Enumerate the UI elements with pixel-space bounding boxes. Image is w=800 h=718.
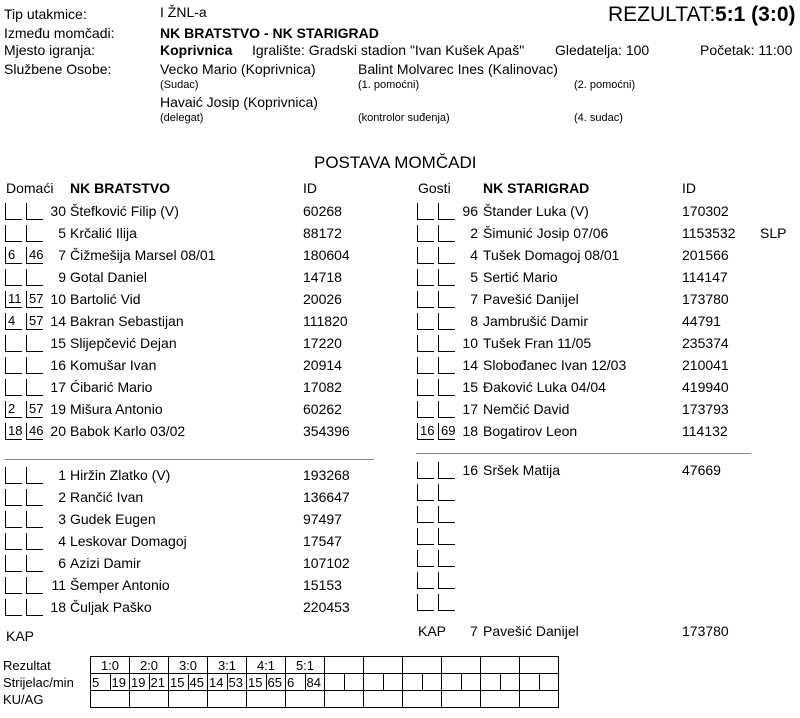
away-sub-box-out xyxy=(417,484,434,501)
away-shirt-number: 18 xyxy=(462,423,478,439)
home-player-name: Gudek Eugen xyxy=(70,511,156,527)
home-player-id: 111820 xyxy=(303,313,348,329)
away-player-name: Jambrušić Damir xyxy=(483,313,589,329)
away-player-name: Tušek Fran 11/05 xyxy=(483,335,592,351)
home-player-id: 220453 xyxy=(303,599,350,615)
scorer-minute-cell: 84 xyxy=(305,674,325,691)
home-shirt-number: 1 xyxy=(58,467,66,483)
home-shirt-number: 10 xyxy=(50,291,66,307)
referee-name: Vecko Mario (Koprivnica) xyxy=(160,61,316,77)
result-cell xyxy=(364,657,403,674)
kuag-cell xyxy=(247,691,286,708)
home-player-name: Leskovar Domagoj xyxy=(70,533,187,549)
away-player-id: 235374 xyxy=(682,335,729,351)
scorer-minute-cell: 19 xyxy=(110,674,130,691)
home-player-id: 17220 xyxy=(303,335,342,351)
scorer-minute-cell: 53 xyxy=(227,674,247,691)
kuag-cell xyxy=(208,691,247,708)
home-player-name: Hiržin Zlatko (V) xyxy=(70,467,171,483)
away-player-name: Đaković Luka 04/04 xyxy=(483,379,606,395)
home-player-id: 193268 xyxy=(303,467,350,483)
away-sub-box-min xyxy=(438,528,455,545)
home-player-name: Rančić Ivan xyxy=(70,489,144,505)
home-sub-box-out xyxy=(5,269,22,286)
away-sub-box-out xyxy=(417,401,434,418)
home-shirt-number: 11 xyxy=(51,577,66,593)
home-sub-box-out: 18 xyxy=(5,423,22,440)
home-sub-box-out: 2 xyxy=(5,401,22,418)
home-player-name: Čižmešija Marsel 08/01 xyxy=(70,247,216,263)
home-player-id: 180604 xyxy=(303,247,350,263)
home-sub-box-out: 11 xyxy=(5,291,22,308)
away-sub-box-out xyxy=(417,528,434,545)
home-shirt-number: 4 xyxy=(58,533,66,549)
scorer-minute-cell xyxy=(461,674,481,691)
scorer-number-cell xyxy=(325,674,345,691)
assistant1-name: Balint Molvarec Ines (Kalinovac) xyxy=(358,61,558,77)
home-shirt-number: 7 xyxy=(58,247,66,263)
away-player-id: 173793 xyxy=(682,401,729,417)
home-player-name: Azizi Damir xyxy=(70,555,141,571)
home-side-label: Domaći xyxy=(6,180,54,196)
home-sub-box-min: 57 xyxy=(26,291,43,308)
away-player-name: Šimunić Josip 07/06 xyxy=(483,225,609,241)
away-sub-box-out xyxy=(417,203,434,220)
away-player-name: Pavešić Danijel xyxy=(483,291,579,307)
away-player-name: Sršek Matija xyxy=(483,462,561,478)
away-sub-box-out xyxy=(417,462,434,479)
away-shirt-number: 10 xyxy=(462,335,478,351)
result-label: REZULTAT: xyxy=(608,3,716,26)
away-player-name: Tušek Domagoj 08/01 xyxy=(483,247,620,263)
kuag-cell xyxy=(442,691,481,708)
home-player-id: 60268 xyxy=(303,203,342,219)
away-divider xyxy=(416,453,751,454)
home-sub-box-min: 57 xyxy=(26,313,43,330)
away-shirt-number: 5 xyxy=(470,269,478,285)
away-captain-name: Pavešić Danijel xyxy=(483,623,579,639)
away-id-header: ID xyxy=(682,180,696,196)
away-player-id: 1153532 xyxy=(682,225,736,241)
result-cell: 2:0 xyxy=(130,657,169,674)
away-team-name: NK STARIGRAD xyxy=(483,180,590,196)
home-sub-box-min: 46 xyxy=(26,247,43,264)
kuag-cell xyxy=(286,691,325,708)
home-player-id: 14718 xyxy=(303,269,342,285)
scorer-minute-cell xyxy=(422,674,442,691)
away-captain-label: KAP xyxy=(418,623,447,639)
home-player-name: Ćibarić Mario xyxy=(70,379,153,395)
kuag-cell xyxy=(520,691,559,708)
home-shirt-number: 20 xyxy=(50,423,66,439)
officials-label: Službene Osobe: xyxy=(4,61,112,77)
assistant1-role: (1. pomoćni) xyxy=(358,79,420,91)
results-label: Rezultat xyxy=(0,657,91,674)
result-cell xyxy=(403,657,442,674)
away-shirt-number: 17 xyxy=(462,401,478,417)
away-sub-box-out: 16 xyxy=(417,423,434,440)
scorer-number-cell xyxy=(403,674,423,691)
away-player-id: 114147 xyxy=(682,269,728,285)
fourth-official-role: (4. sudac) xyxy=(574,112,623,124)
home-shirt-number: 3 xyxy=(58,511,66,527)
home-player-id: 107102 xyxy=(303,555,350,571)
kuag-cell xyxy=(91,691,130,708)
away-shirt-number: 96 xyxy=(462,203,478,219)
home-sub-box-min: 57 xyxy=(26,401,43,418)
scorer-minute-cell xyxy=(383,674,403,691)
home-player-id: 15153 xyxy=(303,577,342,593)
kickoff-time: Početak: 11:00 xyxy=(700,42,793,58)
home-player-name: Gotal Daniel xyxy=(70,269,148,285)
kuag-cell xyxy=(481,691,520,708)
scorer-number-cell: 6 xyxy=(286,674,306,691)
home-player-id: 60262 xyxy=(303,401,342,417)
scorers-label: Strijelac/min xyxy=(0,674,91,691)
controller-role: (kontrolor suđenja) xyxy=(358,112,450,124)
home-sub-box-out xyxy=(5,599,22,616)
home-player-id: 97497 xyxy=(303,511,342,527)
result-cell xyxy=(442,657,481,674)
away-player-id: 170302 xyxy=(682,203,729,219)
home-shirt-number: 18 xyxy=(50,599,66,615)
home-sub-box-out xyxy=(5,225,22,242)
attendance: Gledatelja: 100 xyxy=(555,42,650,58)
away-sub-box-min xyxy=(438,572,455,589)
scorer-number-cell: 19 xyxy=(130,674,150,691)
home-shirt-number: 16 xyxy=(50,357,66,373)
home-player-name: Krčalić Ilija xyxy=(70,225,137,241)
away-shirt-number: 16 xyxy=(462,462,478,478)
home-player-name: Bakran Sebastijan xyxy=(70,313,184,329)
away-sub-box-out xyxy=(417,594,434,611)
home-shirt-number: 14 xyxy=(50,313,66,329)
home-player-id: 88172 xyxy=(303,225,342,241)
home-player-name: Slijepčević Dejan xyxy=(70,335,177,351)
match-type-label: Tip utakmice: xyxy=(4,6,87,22)
home-shirt-number: 15 xyxy=(50,335,66,351)
away-sub-box-out xyxy=(417,335,434,352)
home-sub-box-min: 46 xyxy=(26,423,43,440)
away-shirt-number: 4 xyxy=(470,247,478,263)
home-shirt-number: 6 xyxy=(58,555,66,571)
home-sub-box-out xyxy=(5,203,22,220)
away-sub-box-out xyxy=(417,291,434,308)
away-shirt-number: 8 xyxy=(470,313,478,329)
scorers-row xyxy=(0,674,559,691)
away-player-id: 173780 xyxy=(682,291,729,307)
home-player-id: 17547 xyxy=(303,533,342,549)
home-sub-box-out xyxy=(5,335,22,352)
delegate-name: Havaić Josip (Koprivnica) xyxy=(160,94,318,110)
scorer-number-cell: 5 xyxy=(91,674,111,691)
away-player-name: Slobođanec Ivan 12/03 xyxy=(483,357,627,373)
assistant2-role: (2. pomoćni) xyxy=(574,79,636,91)
away-captain-id: 173780 xyxy=(682,623,729,639)
kuag-cell xyxy=(169,691,208,708)
result-cell: 3:1 xyxy=(208,657,247,674)
lineup-title: POSTAVA MOMČADI xyxy=(314,153,477,172)
scorer-minute-cell xyxy=(344,674,364,691)
scorer-number-cell xyxy=(364,674,384,691)
kuag-cell xyxy=(130,691,169,708)
away-player-id: 44791 xyxy=(682,313,721,329)
home-sub-box-out xyxy=(5,511,22,528)
scorer-minute-cell: 21 xyxy=(149,674,169,691)
kuag-row xyxy=(0,691,559,708)
away-sub-box-min xyxy=(438,484,455,501)
away-player-id: 47669 xyxy=(682,462,721,478)
home-player-name: Šemper Antonio xyxy=(70,577,170,593)
kuag-label: KU/AG xyxy=(0,691,91,708)
home-sub-box-out xyxy=(5,357,22,374)
home-player-id: 20914 xyxy=(303,357,342,373)
home-team-name: NK BRATSTVO xyxy=(70,180,171,196)
away-shirt-number: 2 xyxy=(470,225,478,241)
scorer-number-cell: 15 xyxy=(169,674,189,691)
away-player-name: Nemčić David xyxy=(483,401,570,417)
home-player-name: Mišura Antonio xyxy=(70,401,163,417)
away-sub-box-out xyxy=(417,550,434,567)
home-sub-box-out: 4 xyxy=(5,313,22,330)
away-sub-box-min xyxy=(438,550,455,567)
home-player-name: Komušar Ivan xyxy=(70,357,157,373)
home-sub-box-out xyxy=(5,577,22,594)
home-player-id: 17082 xyxy=(303,379,342,395)
match-type-value: I ŽNL-a xyxy=(160,4,207,20)
home-sub-box-out xyxy=(5,489,22,506)
away-player-note: SLP xyxy=(760,225,787,241)
scorer-number-cell xyxy=(442,674,462,691)
away-player-id: 210041 xyxy=(682,357,729,373)
home-shirt-number: 2 xyxy=(58,489,66,505)
results-row xyxy=(0,657,559,674)
referee-role: (Sudac) xyxy=(160,79,199,91)
result-cell: 4:1 xyxy=(247,657,286,674)
away-sub-box-out xyxy=(417,247,434,264)
away-player-id: 201566 xyxy=(682,247,729,263)
away-player-name: Sertić Mario xyxy=(483,269,558,285)
result-cell: 3:0 xyxy=(169,657,208,674)
stadium: Igralište: Gradski stadion "Ivan Kušek Apaš" xyxy=(252,42,525,58)
kuag-cell xyxy=(325,691,364,708)
home-sub-box-out xyxy=(5,467,22,484)
delegate-role: (delegat) xyxy=(160,112,204,124)
result-value: 5:1 (3:0) xyxy=(715,3,796,26)
home-shirt-number: 17 xyxy=(50,379,66,395)
away-sub-box-out xyxy=(417,313,434,330)
result-cell: 5:1 xyxy=(286,657,325,674)
venue-label: Mjesto igranja: xyxy=(4,42,96,58)
scorer-number-cell: 15 xyxy=(247,674,267,691)
away-captain-num: 7 xyxy=(470,623,478,639)
score-table xyxy=(0,656,559,708)
result-cell xyxy=(325,657,364,674)
scorer-minute-cell xyxy=(539,674,559,691)
kuag-cell xyxy=(364,691,403,708)
away-player-name: Štander Luka (V) xyxy=(483,203,589,219)
away-sub-box-out xyxy=(417,269,434,286)
scorer-minute-cell: 65 xyxy=(266,674,286,691)
home-shirt-number: 19 xyxy=(50,401,66,417)
home-id-header: ID xyxy=(303,180,317,196)
away-player-name: Bogatirov Leon xyxy=(483,423,578,439)
away-sub-box-out xyxy=(417,379,434,396)
teams-label: Između momčadi: xyxy=(4,25,115,41)
home-sub-box-out: 6 xyxy=(5,247,22,264)
scorer-number-cell: 14 xyxy=(208,674,228,691)
scorer-number-cell xyxy=(481,674,501,691)
home-player-id: 354396 xyxy=(303,423,350,439)
away-shirt-number: 15 xyxy=(462,379,478,395)
home-shirt-number: 5 xyxy=(58,225,66,241)
scorer-minute-cell xyxy=(500,674,520,691)
home-sub-box-out xyxy=(5,533,22,550)
home-player-id: 20026 xyxy=(303,291,342,307)
home-sub-box-out xyxy=(5,379,22,396)
home-player-name: Babok Karlo 03/02 xyxy=(70,423,186,439)
scorer-minute-cell: 45 xyxy=(188,674,208,691)
away-sub-box-out xyxy=(417,506,434,523)
away-sub-box-out xyxy=(417,572,434,589)
away-shirt-number: 14 xyxy=(462,357,478,373)
home-divider xyxy=(4,459,374,460)
away-sub-box-min xyxy=(438,594,455,611)
result-cell xyxy=(520,657,559,674)
home-sub-box-out xyxy=(5,555,22,572)
away-shirt-number: 7 xyxy=(470,291,478,307)
venue-city: Koprivnica xyxy=(160,42,233,58)
home-player-id: 136647 xyxy=(303,489,350,505)
away-player-id: 114132 xyxy=(682,423,728,439)
away-sub-box-out xyxy=(417,357,434,374)
home-player-name: Štefković Filip (V) xyxy=(70,203,179,219)
scorer-number-cell xyxy=(520,674,540,691)
home-shirt-number: 9 xyxy=(58,269,66,285)
teams-value: NK BRATSTVO - NK STARIGRAD xyxy=(160,25,379,41)
away-sub-box-min xyxy=(438,506,455,523)
home-player-name: Bartolić Vid xyxy=(70,291,141,307)
away-side-label: Gosti xyxy=(418,180,451,196)
home-captain-label: KAP xyxy=(6,628,35,644)
away-sub-box-out xyxy=(417,225,434,242)
away-player-id: 419940 xyxy=(682,379,729,395)
home-shirt-number: 30 xyxy=(50,203,66,219)
away-sub-box-min: 69 xyxy=(438,423,455,440)
result-cell: 1:0 xyxy=(91,657,130,674)
kuag-cell xyxy=(403,691,442,708)
home-player-name: Čuljak Paško xyxy=(70,599,152,615)
result-cell xyxy=(481,657,520,674)
